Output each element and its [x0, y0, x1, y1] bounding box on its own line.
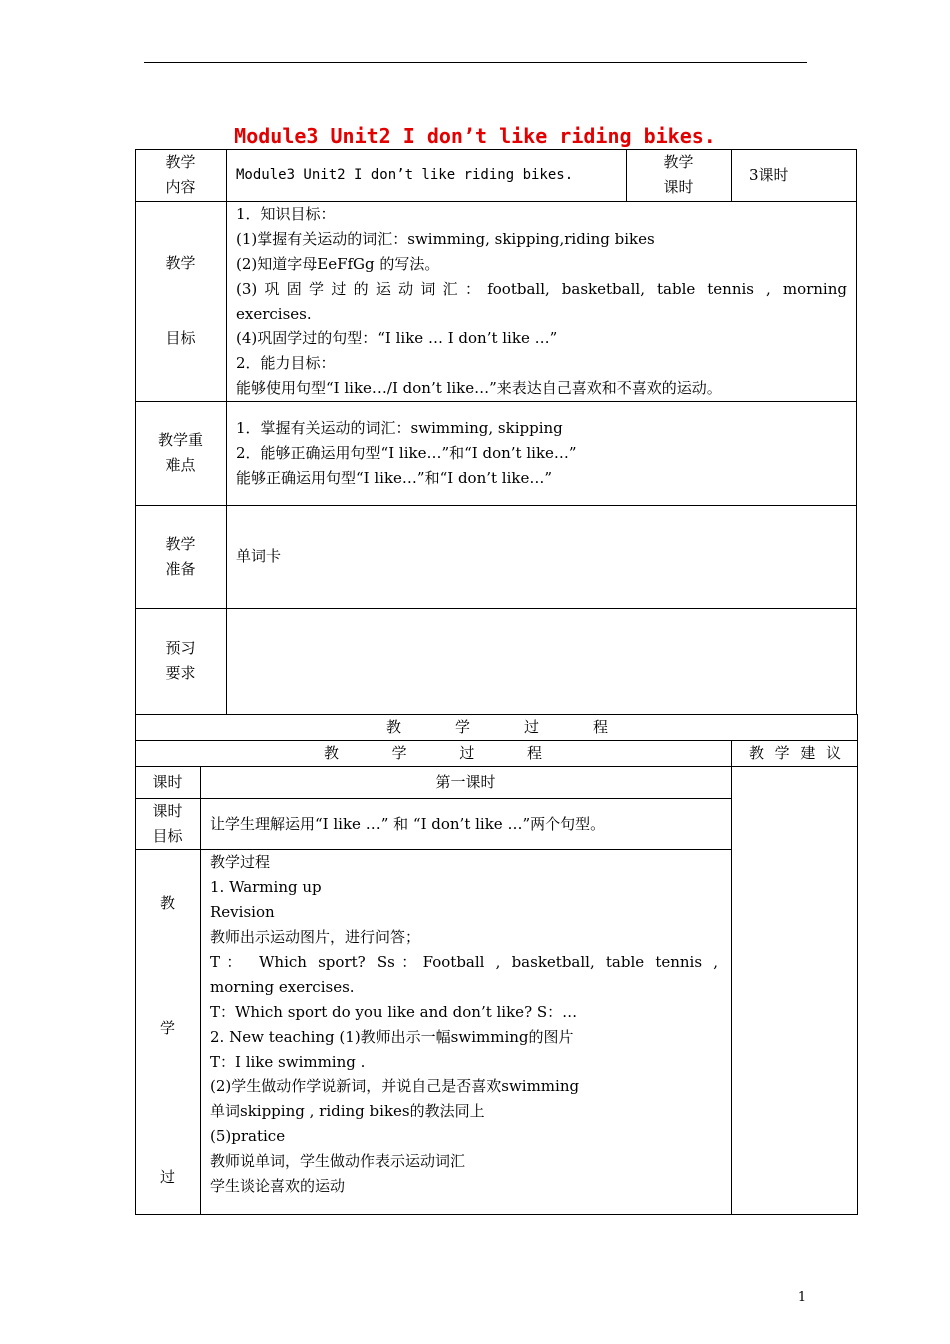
table-row-divider: [135, 608, 857, 609]
process-line: 单词skipping , riding bikes的教法同上: [210, 1102, 485, 1120]
hours-value: 3课时: [749, 166, 789, 184]
objective-line: 能够使用句型“I like…/I don’t like…”来表达自己喜欢和不喜欢的运动。: [236, 379, 722, 397]
content-value: Module3 Unit2 I don’t like riding bikes.: [236, 167, 574, 183]
goal-label: 课时 目标: [152, 802, 183, 845]
process-line: 2. New teaching (1)教师出示一幅swimming的图片: [210, 1028, 574, 1046]
table-divider: [731, 740, 732, 1215]
process-line: 教学过程: [210, 853, 271, 871]
process-line: 教师出示运动图片，进行问答；: [210, 928, 421, 946]
objectives-label-top: 教学: [165, 254, 196, 272]
content-label: 教学 内容: [165, 153, 196, 196]
objective-line: (3)巩固学过的运动词汇：football, basketball, table tennis , morning: [236, 280, 847, 298]
preview-label: 预习 要求: [165, 639, 196, 682]
header-rule: [144, 62, 807, 63]
process-line: 教师说单词，学生做动作表示运动词汇: [210, 1152, 466, 1170]
process-subheading: 教 学 过 程: [324, 744, 542, 762]
process-side-char: 教: [159, 894, 175, 912]
table-divider: [200, 766, 201, 1215]
goal-value: 让学生理解运用“I like …” 和 “I don’t like …”两个句型。: [210, 815, 606, 833]
period-value: 第一课时: [435, 773, 496, 791]
process-line: T：I like swimming .: [210, 1053, 366, 1071]
process-side-char: 过: [159, 1168, 175, 1186]
document-title: Module3 Unit2 I don’t like riding bikes.: [234, 124, 716, 148]
key-points-label: 教学重 难点: [157, 431, 203, 474]
process-side-char: 学: [159, 1019, 175, 1037]
objective-line: (1)掌握有关运动的词汇：swimming, skipping,riding bikes: [236, 230, 655, 248]
table-row-divider: [135, 798, 731, 799]
objective-line: (2)知道字母EeFfGg 的写法。: [236, 255, 440, 273]
preparation-value: 单词卡: [236, 547, 282, 565]
process-line: (2)学生做动作学说新词，并说自己是否喜欢swimming: [210, 1077, 580, 1095]
process-line: 学生谈论喜欢的运动: [210, 1177, 346, 1195]
objective-line: exercises.: [236, 305, 312, 323]
process-heading: 教 学 过 程: [386, 718, 608, 736]
objective-line: 2．能力目标：: [236, 354, 336, 372]
period-label: 课时: [152, 773, 183, 791]
process-line: T：Which sport do you like and don’t like? S：…: [210, 1003, 578, 1021]
process-line: (5)pratice: [210, 1127, 286, 1145]
table-row-divider: [135, 505, 857, 506]
table-divider: [226, 149, 227, 715]
process-line: T： Which sport? Ss：Football , basketball, table tennis ,: [210, 953, 718, 971]
process-line: Revision: [210, 903, 275, 921]
objective-line: 1．知识目标：: [236, 205, 336, 223]
table-row-divider: [135, 766, 858, 767]
key-point-line: 2．能够正确运用句型“I like…”和“I don’t like…”: [236, 444, 577, 462]
process-line: 1. Warming up: [210, 878, 322, 896]
suggestion-heading: 教学建议: [749, 744, 841, 762]
table-row-divider: [135, 401, 857, 402]
objective-line: (4)巩固学过的句型：“I like … I don’t like …”: [236, 329, 558, 347]
page-number: 1: [797, 1290, 807, 1305]
hours-label: 教学 课时: [663, 153, 694, 196]
table-divider: [731, 149, 732, 201]
key-point-line: 1．掌握有关运动的词汇：swimming, skipping: [236, 419, 563, 437]
objectives-label-bottom: 目标: [165, 329, 196, 347]
process-line: morning exercises.: [210, 978, 355, 996]
preparation-label: 教学 准备: [165, 535, 196, 578]
key-point-line: 能够正确运用句型“I like…”和“I don’t like…”: [236, 469, 553, 487]
